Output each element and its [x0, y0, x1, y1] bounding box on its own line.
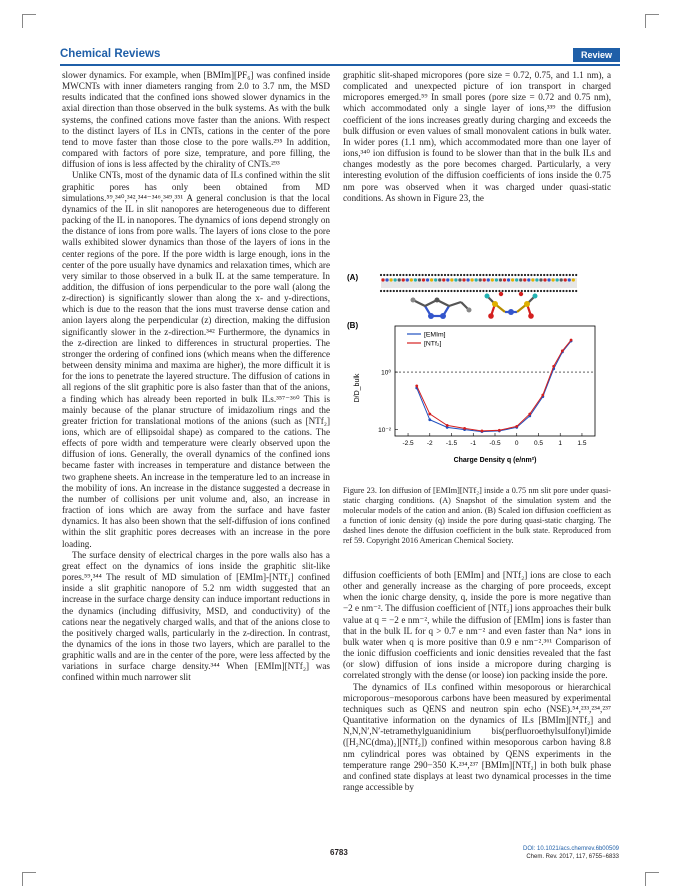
carbon-atom [415, 274, 417, 276]
carbon-atom [572, 290, 574, 292]
carbon-atom [546, 274, 548, 276]
carbon-atom [550, 290, 552, 292]
ion-atom [410, 278, 413, 281]
carbon-atom [466, 274, 468, 276]
carbon-atom [486, 274, 488, 276]
ion-atom [422, 278, 425, 281]
ion-atom [564, 278, 567, 281]
carbon-atom [434, 274, 436, 276]
carbon-atom [511, 274, 513, 276]
carbon-atom [524, 274, 526, 276]
carbon-atom [482, 274, 484, 276]
carbon-atom [425, 274, 427, 276]
anion-model [485, 292, 538, 319]
ion-atom [402, 278, 405, 281]
carbon-atom [511, 290, 513, 292]
legend [407, 332, 446, 348]
carbon-atom [518, 290, 520, 292]
x-tick-label: 0 [514, 440, 519, 447]
carbon-atom [418, 274, 420, 276]
carbon-atom [524, 290, 526, 292]
carbon-atom [393, 290, 395, 292]
carbon-atom [463, 290, 465, 292]
header-rule [60, 64, 620, 66]
x-tick-label: -2 [426, 440, 433, 447]
carbon-atom [476, 274, 478, 276]
carbon-atom [383, 274, 385, 276]
carbon-atom [559, 290, 561, 292]
data-point [528, 413, 531, 416]
ion-atom [519, 278, 522, 281]
ion-atom [458, 278, 461, 281]
ion-atom [483, 278, 486, 281]
ion-atom [552, 278, 555, 281]
data-point [463, 427, 466, 430]
ion-atom [418, 278, 421, 281]
carbon-atom [473, 274, 475, 276]
carbon-atom [383, 290, 385, 292]
x-axis-label: Charge Density q (e/nm²) [453, 457, 537, 464]
carbon-atom [380, 274, 382, 276]
carbon-atom [412, 274, 414, 276]
ion-atom [471, 278, 474, 281]
carbon-atom [447, 290, 449, 292]
ion-atom [398, 278, 401, 281]
carbon-atom [489, 290, 491, 292]
carbon-atom [530, 274, 532, 276]
carbon-atom [566, 274, 568, 276]
carbon-atom [390, 274, 392, 276]
carbon-atom [543, 274, 545, 276]
ion-atom [426, 278, 429, 281]
figure-svg [345, 268, 613, 480]
carbon-atom [537, 290, 539, 292]
carbon-atom [514, 274, 516, 276]
data-point [498, 429, 501, 432]
ion-atom [430, 278, 433, 281]
page-header [60, 48, 620, 64]
carbon-atom [486, 290, 488, 292]
carbon-atom [514, 290, 516, 292]
ion-atom [527, 278, 530, 281]
ion-atom [539, 278, 542, 281]
ion-atom [434, 278, 437, 281]
carbon-atom [438, 290, 440, 292]
series-group [415, 339, 572, 433]
carbon-atom [466, 290, 468, 292]
carbon-atom [412, 290, 414, 292]
carbon-atom [479, 290, 481, 292]
carbon-atom [495, 290, 497, 292]
data-point [415, 385, 418, 388]
carbon-atom [575, 290, 577, 292]
carbon-atom [418, 290, 420, 292]
carbon-atom [422, 274, 424, 276]
carbon-atom [444, 290, 446, 292]
page-number: 6783 [330, 848, 348, 857]
carbon-atom [393, 274, 395, 276]
carbon-atom [556, 290, 558, 292]
carbon-atom [569, 290, 571, 292]
carbon-atom [508, 274, 510, 276]
ion-atom [543, 278, 546, 281]
carbon-atom [434, 290, 436, 292]
carbon-atom [431, 290, 433, 292]
carbon-atom [479, 274, 481, 276]
carbon-atom [521, 290, 523, 292]
carbon-atom [530, 290, 532, 292]
paragraph: diffusion coefficients of both [EMIm] and [NTf₂] ions are close to each other and generally increase as the charging of pore proceeds, except when the ionic charge density, q, inside the pore is more negative than −2 e nm⁻². The diffusion coefficient of [NTf₂] ions approaches their bulk value at q = −2 e nm⁻², while the diffusion of [EMIm] ions is faster than that in the bulk IL for q > 0.7 e nm⁻² and even faster than Na⁺ ions in bulk water when q is more positive than 0.9 e nm⁻².³⁶¹ Comparison of the ionic diffusion coefficients and ionic densities revealed that the fast (or slow) diffusion of ions inside a micropore during charging is correlated strongly with the dense (or loose) ion packing inside the pore. [343, 570, 611, 681]
carbon-atom [415, 290, 417, 292]
carbon-atom [431, 274, 433, 276]
diffusion-chart [354, 326, 595, 464]
carbon-atom [457, 290, 459, 292]
carbon-atom [482, 290, 484, 292]
carbon-atom [502, 274, 504, 276]
ion-atom [515, 278, 518, 281]
x-tick-label: -0.5 [489, 440, 501, 447]
carbon-atom [543, 290, 545, 292]
carbon-atom [460, 290, 462, 292]
carbon-atom [380, 290, 382, 292]
x-tick-label: -2.5 [402, 440, 414, 447]
carbon-atom [498, 274, 500, 276]
carbon-atom [562, 274, 564, 276]
doi-link[interactable]: DOI: 10.1021/acs.chemrev.6b00509 [523, 846, 619, 852]
carbon-atom [390, 290, 392, 292]
ion-atom [568, 278, 571, 281]
graphene-wall-bottom [380, 290, 577, 292]
paragraph: The surface density of electrical charges in the pore walls also has a great effect on the dynamics of ions inside the graphitic slit-like pores.⁵⁹,³⁴⁴ The result of MD simulation of [EMIm]-[NTf₂] confined inside a slit graphitic nanopore of 5.2 nm width suggested that an increase in the surface charge density can induce important reductions in the dynamics (including diffusivity, MSD, and conductivity) of the cations near the negatively charged walls, and that of the anions close to the positively charged walls, particularly in the z-direction. In contrast, the dynamics of the ions in those two layers, which are parallel to the graphitic walls and are in the center of the pore, were less affected by the variations in surface charge density.³⁴⁴ When [EMIm][NTf₂] was confined within much narrower slit [62, 549, 330, 683]
carbon-atom [470, 290, 472, 292]
series-line-0 [417, 341, 571, 432]
carbon-atom [553, 290, 555, 292]
carbon-atom [537, 274, 539, 276]
x-tick-label: 1.5 [577, 440, 587, 447]
ion-atom [511, 278, 514, 281]
ion-atom [390, 278, 393, 281]
x-tick-label: 1 [558, 440, 563, 447]
carbon-atom [518, 274, 520, 276]
carbon-atom [534, 290, 536, 292]
ion-atom [491, 278, 494, 281]
carbon-atom [527, 290, 529, 292]
right-column-bottom [343, 570, 611, 793]
carbon-atom [505, 290, 507, 292]
carbon-atom [438, 274, 440, 276]
x-tick-label: -1.5 [445, 440, 458, 447]
carbon-atom [422, 290, 424, 292]
carbon-atom [428, 290, 430, 292]
ion-atom [381, 278, 384, 281]
ion-atom [466, 278, 469, 281]
x-ticks [402, 433, 586, 447]
simulation-snapshot [380, 274, 577, 292]
carbon-atom [534, 274, 536, 276]
data-point [541, 394, 544, 397]
carbon-atom [540, 274, 542, 276]
section-badge: Review [573, 48, 620, 62]
carbon-atom [428, 274, 430, 276]
paragraph: Unlike CNTs, most of the dynamic data of ILs confined within the slit graphitic pores has only been obtained from MD simulations.⁵⁹,³⁴⁰,³⁴²,³⁴⁴⁻³⁴⁶,³⁴⁹,³⁵¹ A general conclusion is that the local dynamics of the IL in slit nanopores are heterogeneous due to different packing of the IL in nanopores. The dynamics of ions depend strongly on the distance of ions from pore walls. The layers of ions close to the pore walls exhibited slower dynamics than those of the layers of ions in the center regions of the pore. If the pore width is large enough, ions in the center of the pore usually have dynamics and relaxation times, which are very similar to those observed in a bulk IL at the same temperature. In addition, the diffusion of ions perpendicular to the pore wall (along the z-direction) is significantly slower than along the x- and y-directions, which is due to the reason that the ions must traverse dense cation and anion layers along the perpendicular (z) direction, making the diffusion significantly slower in the z-direction.³⁴² Furthermore, the dynamics in the z-direction are linked to differences in structural properties. The stronger the ordering of confined ions (which means when the difference between density minima and maxima are higher), the more difficult it is for the ions to penetrate the layered structure. The diffusion of cations in all regions of the slit graphitic pore is also faster than that of the anions, a finding which has already been reported in bulk ILs.³⁵⁷⁻³⁶⁰ This is mainly because of the planar structure of imidazolium rings and the greater friction for translational motions of the anions (such as [NTf₂] ions, which are of ellipsoidal shape) as compared to the cations. The effects of pore width and temperature were clearly observed upon the diffusion of ions. Generally, the overall dynamics of the confined ions became faster with increases in temperature and distance between the two graphene sheets. An increase in the temperature led to an increase in the mobility of ions. An increase in the distance suggested a decrease in the number of collisions per unit volume and, also, an increase in fraction of ions which are away from the surface and have faster dynamics. It has also been shown that the self-diffusion of ions confined within the slit graphitic pores decreases with an increase in the pore loading. [62, 170, 330, 549]
carbon-atom [502, 290, 504, 292]
carbon-atom [450, 274, 452, 276]
data-point [561, 349, 564, 352]
cation-model [411, 298, 472, 320]
y-axis-label: D/D_bulk [354, 373, 361, 403]
carbon-atom [409, 274, 411, 276]
panel-b-label: (B) [347, 321, 359, 330]
ion-atom [503, 278, 506, 281]
carbon-atom [553, 274, 555, 276]
y-tick-label: 10⁻² [378, 427, 391, 435]
data-point [428, 413, 431, 416]
ion-atom [454, 278, 457, 281]
ion-atom [385, 278, 388, 281]
ion-atom [462, 278, 465, 281]
ion-atom [475, 278, 478, 281]
paragraph: graphitic slit-shaped micropores (pore size = 0.72, 0.75, and 1.1 nm), a complicated and unexpected picture of ion transport in charged micropores emerged.⁵⁹ In small pores (pore size = 0.72 and 0.75 nm), which accommodated only a single layer of ions,³³⁹ the diffusion coefficient of the ions increases greatly during charging and exceeds the bulk diffusion or even values of small monovalent cations in bulk water. In wider pores (1.1 nm), which accommodated more than one layer of ions,³⁴⁰ ion diffusion is found to be slower than that in the bulk ILs and changes modestly as the pore becomes charged. Particularly, a very interesting evolution of the diffusion coefficients of ions inside the 0.75 nm pore was observed when it was charged under quasi-static conditions. As shown in Figure 23, the [343, 70, 611, 203]
carbon-atom [454, 290, 456, 292]
figure-caption [343, 486, 611, 546]
ion-atom [406, 278, 409, 281]
carbon-atom [476, 290, 478, 292]
figure-23 [345, 268, 613, 480]
ion-atom [499, 278, 502, 281]
carbon-atom [402, 290, 404, 292]
carbon-atom [546, 290, 548, 292]
carbon-atom [399, 274, 401, 276]
paragraph: slower dynamics. For example, when [BMIm][PF₆] was confined inside MWCNTs with inner diameters ranging from 2.0 to 3.7 nm, the MSD results indicated that the confined ions showed slower dynamics in the axial direction than those observed in the bulk systems. As with the bulk systems, the confined cations move faster than the anions. With respect to the distinct layers of ILs in CNTs, cations in the center of the pore tend to move faster than those close to the pore walls.²⁹⁵ In addition, compared with factors of pore size, temprature, and pore filling, the diffusion of ions is less affected by the chirality of CNTs.²⁹³ [62, 70, 330, 170]
carbon-atom [470, 274, 472, 276]
ion-atom [495, 278, 498, 281]
carbon-atom [386, 274, 388, 276]
carbon-atom [508, 290, 510, 292]
x-tick-label: -1 [470, 440, 477, 447]
series-line-1 [417, 340, 571, 431]
ion-atom [547, 278, 550, 281]
left-column [62, 70, 330, 684]
carbon-atom [556, 274, 558, 276]
carbon-atom [457, 274, 459, 276]
carbon-atom [463, 274, 465, 276]
carbon-atom [562, 290, 564, 292]
carbon-atom [527, 274, 529, 276]
carbon-atom [550, 274, 552, 276]
graphene-wall-top [380, 274, 577, 276]
ion-atom [442, 278, 445, 281]
ion-atom [450, 278, 453, 281]
ion-atom [560, 278, 563, 281]
data-point [552, 365, 555, 368]
carbon-atom [495, 274, 497, 276]
legend-label: [NTf₂] [424, 340, 442, 348]
data-point [428, 418, 431, 421]
carbon-atom [409, 290, 411, 292]
carbon-atom [492, 274, 494, 276]
carbon-atom [492, 290, 494, 292]
carbon-atom [505, 274, 507, 276]
carbon-atom [406, 274, 408, 276]
carbon-atom [396, 274, 398, 276]
ion-atom [394, 278, 397, 281]
carbon-atom [425, 290, 427, 292]
carbon-atom [460, 274, 462, 276]
ion-atom [523, 278, 526, 281]
legend-label: [EMIm] [424, 331, 446, 339]
ion-atom [535, 278, 538, 281]
carbon-atom [566, 290, 568, 292]
data-point [446, 424, 449, 427]
ion-atom [531, 278, 534, 281]
carbon-atom [559, 274, 561, 276]
carbon-atom [386, 290, 388, 292]
carbon-atom [575, 274, 577, 276]
citation: Chem. Rev. 2017, 117, 6755−6833 [526, 853, 619, 860]
carbon-atom [540, 290, 542, 292]
ion-atom [556, 278, 559, 281]
ion-atom [438, 278, 441, 281]
carbon-atom [572, 274, 574, 276]
ion-atom [507, 278, 510, 281]
carbon-atom [396, 290, 398, 292]
y-tick-label: 10⁰ [381, 369, 391, 377]
carbon-atom [402, 274, 404, 276]
carbon-atom [441, 274, 443, 276]
carbon-atom [444, 274, 446, 276]
ion-atom [487, 278, 490, 281]
panel-a-label: (A) [347, 273, 359, 282]
data-point [515, 425, 518, 428]
carbon-atom [441, 290, 443, 292]
paragraph: The dynamics of ILs confined within mesoporous or hierarchical microporous−mesoporous carbons have been measured by experimental techniques such as QENS and neutron spin echo (NSE).⁵⁴,²³³,²³⁴,²³⁷ Quantitative information on the dynamics of ILs [BMIm][NTf₂] and N,N,N′,N′-tetramethylguanidinium bis(perfluoroethylsulfonyl)imide ([H₂NC(dma)₂][NTf₂]) confined within mesoporous carbon having 8.8 nm cylindrical pores was obtained by QENS experiments in the temperature range 290−350 K.²³⁴,²³⁷ [BMIm][NTf₂] in both bulk phase and confined state displays at least two dynamical processes in the time range accessible by [343, 681, 611, 792]
ion-atom [479, 278, 482, 281]
carbon-atom [454, 274, 456, 276]
carbon-atom [489, 274, 491, 276]
carbon-atom [569, 274, 571, 276]
x-tick-label: 0.5 [533, 440, 544, 447]
carbon-atom [498, 290, 500, 292]
ion-atom [414, 278, 417, 281]
right-column-top [343, 70, 611, 204]
journal-title: Chemical Reviews [60, 48, 161, 60]
carbon-atom [521, 274, 523, 276]
carbon-atom [399, 290, 401, 292]
carbon-atom [406, 290, 408, 292]
carbon-atom [473, 290, 475, 292]
data-point [570, 339, 573, 342]
caption-text: Figure 23. Ion diffusion of [EMIm][NTf₂] inside a 0.75 nm slit pore under quasi-static charging conditions. (A) Snapshot of the simulation system and the molecular models of the cation and anion. (B) Scaled ion diffusion coefficient as a function of ionic density (q) inside the pore during quasi-static charging. The dashed lines denote the diffusion coefficient in the bulk state. Reproduced from ref 59. Copyright 2016 American Chemical Society. [343, 486, 611, 545]
ion-atom [446, 278, 449, 281]
ion-atom [572, 278, 575, 281]
data-point [481, 430, 484, 433]
carbon-atom [447, 274, 449, 276]
carbon-atom [450, 290, 452, 292]
doi-block [523, 846, 619, 861]
